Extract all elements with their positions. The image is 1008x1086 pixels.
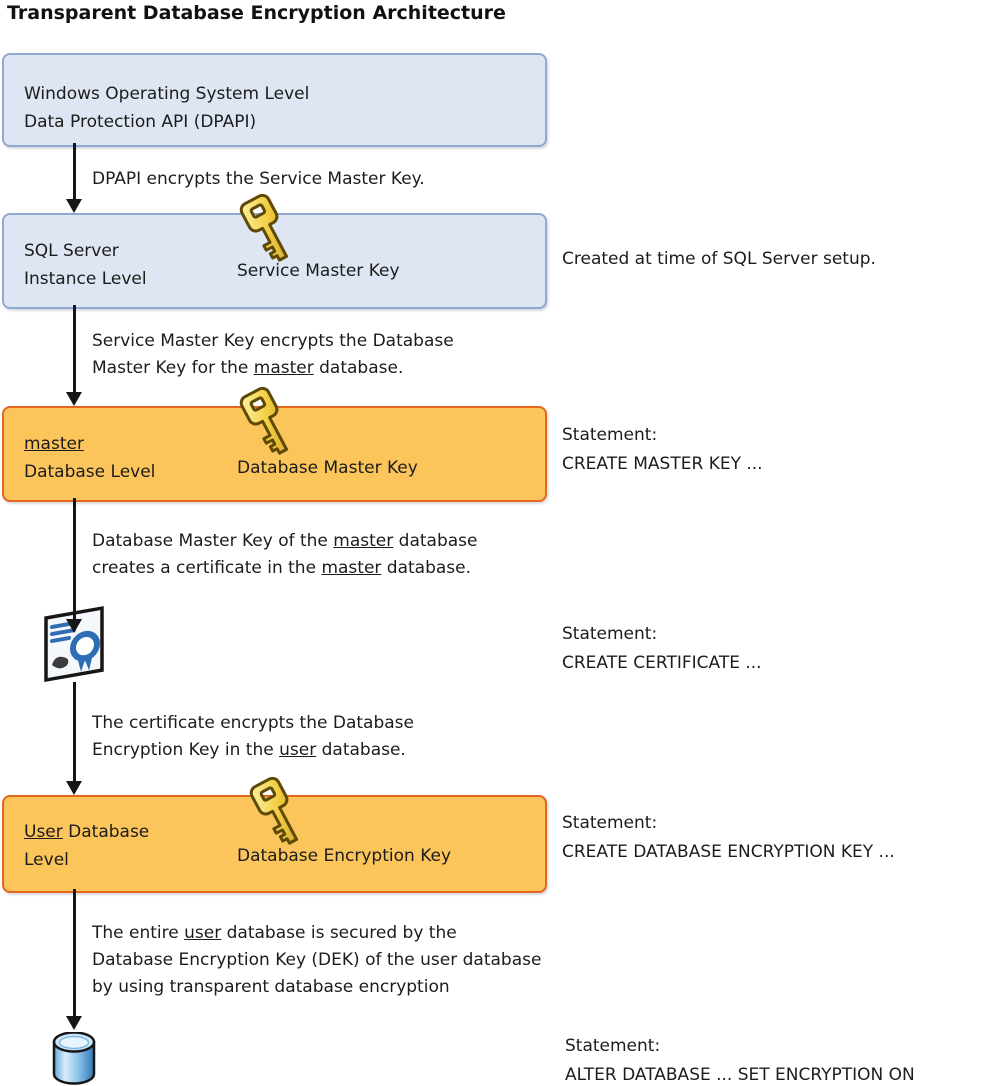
database-encryption-key-label: Database Encryption Key <box>237 846 452 866</box>
diagram-title: Transparent Database Encryption Architecture <box>7 2 506 24</box>
arrow-head <box>66 619 82 633</box>
database-master-key-label: Database Master Key <box>237 458 418 478</box>
arrow-shaft <box>73 143 76 201</box>
note-alter-database-set-encryption: Statement: ALTER DATABASE ... SET ENCRYPTION ON <box>565 1036 915 1085</box>
database-cylinder-icon <box>51 1032 97 1086</box>
box-windows-os-level <box>2 53 547 147</box>
note-create-certificate: Statement: CREATE CERTIFICATE ... <box>562 624 762 673</box>
note-create-master-key: Statement: CREATE MASTER KEY ... <box>562 425 763 474</box>
sql-instance-level-label: SQL Server Instance Level <box>24 241 147 289</box>
arrow-down-icon <box>66 143 82 213</box>
arrow-shaft <box>73 498 76 621</box>
arrow-head <box>66 392 82 406</box>
flow-label-smk-encrypts-dmk: Service Master Key encrypts the Database Master Key for the master database. <box>92 331 454 378</box>
key-icon <box>246 775 310 851</box>
arrow-down-icon <box>66 498 82 633</box>
key-icon <box>236 385 300 461</box>
arrow-shaft <box>73 889 76 1018</box>
flow-label-dek-secures-database: The entire user database is secured by the Database Encryption Key (DEK) of the user database by using transparent database encryption <box>92 923 542 997</box>
arrow-head <box>66 781 82 795</box>
arrow-shaft <box>73 305 76 394</box>
flow-label-dpapi-encrypts-smk: DPAPI encrypts the Service Master Key. <box>92 169 425 189</box>
flow-label-certificate-encrypts-dek: The certificate encrypts the Database Encryption Key in the user database. <box>92 713 414 760</box>
arrow-head <box>66 1016 82 1030</box>
note-created-at-setup: Created at time of SQL Server setup. <box>562 249 876 269</box>
service-master-key-label: Service Master Key <box>237 261 400 281</box>
arrow-shaft <box>73 682 76 783</box>
master-database-level-label: master Database Level <box>24 434 156 482</box>
arrow-down-icon <box>66 682 82 795</box>
arrow-down-icon <box>66 889 82 1030</box>
note-create-database-encryption-key: Statement: CREATE DATABASE ENCRYPTION KEY ... <box>562 813 895 862</box>
key-icon <box>236 192 300 268</box>
windows-os-level-label: Windows Operating System Level Data Protection API (DPAPI) <box>24 84 310 132</box>
flow-label-dmk-creates-certificate: Database Master Key of the master database creates a certificate in the master database. <box>92 531 478 578</box>
user-database-level-label: User Database Level <box>24 822 150 870</box>
arrow-head <box>66 199 82 213</box>
arrow-down-icon <box>66 305 82 406</box>
